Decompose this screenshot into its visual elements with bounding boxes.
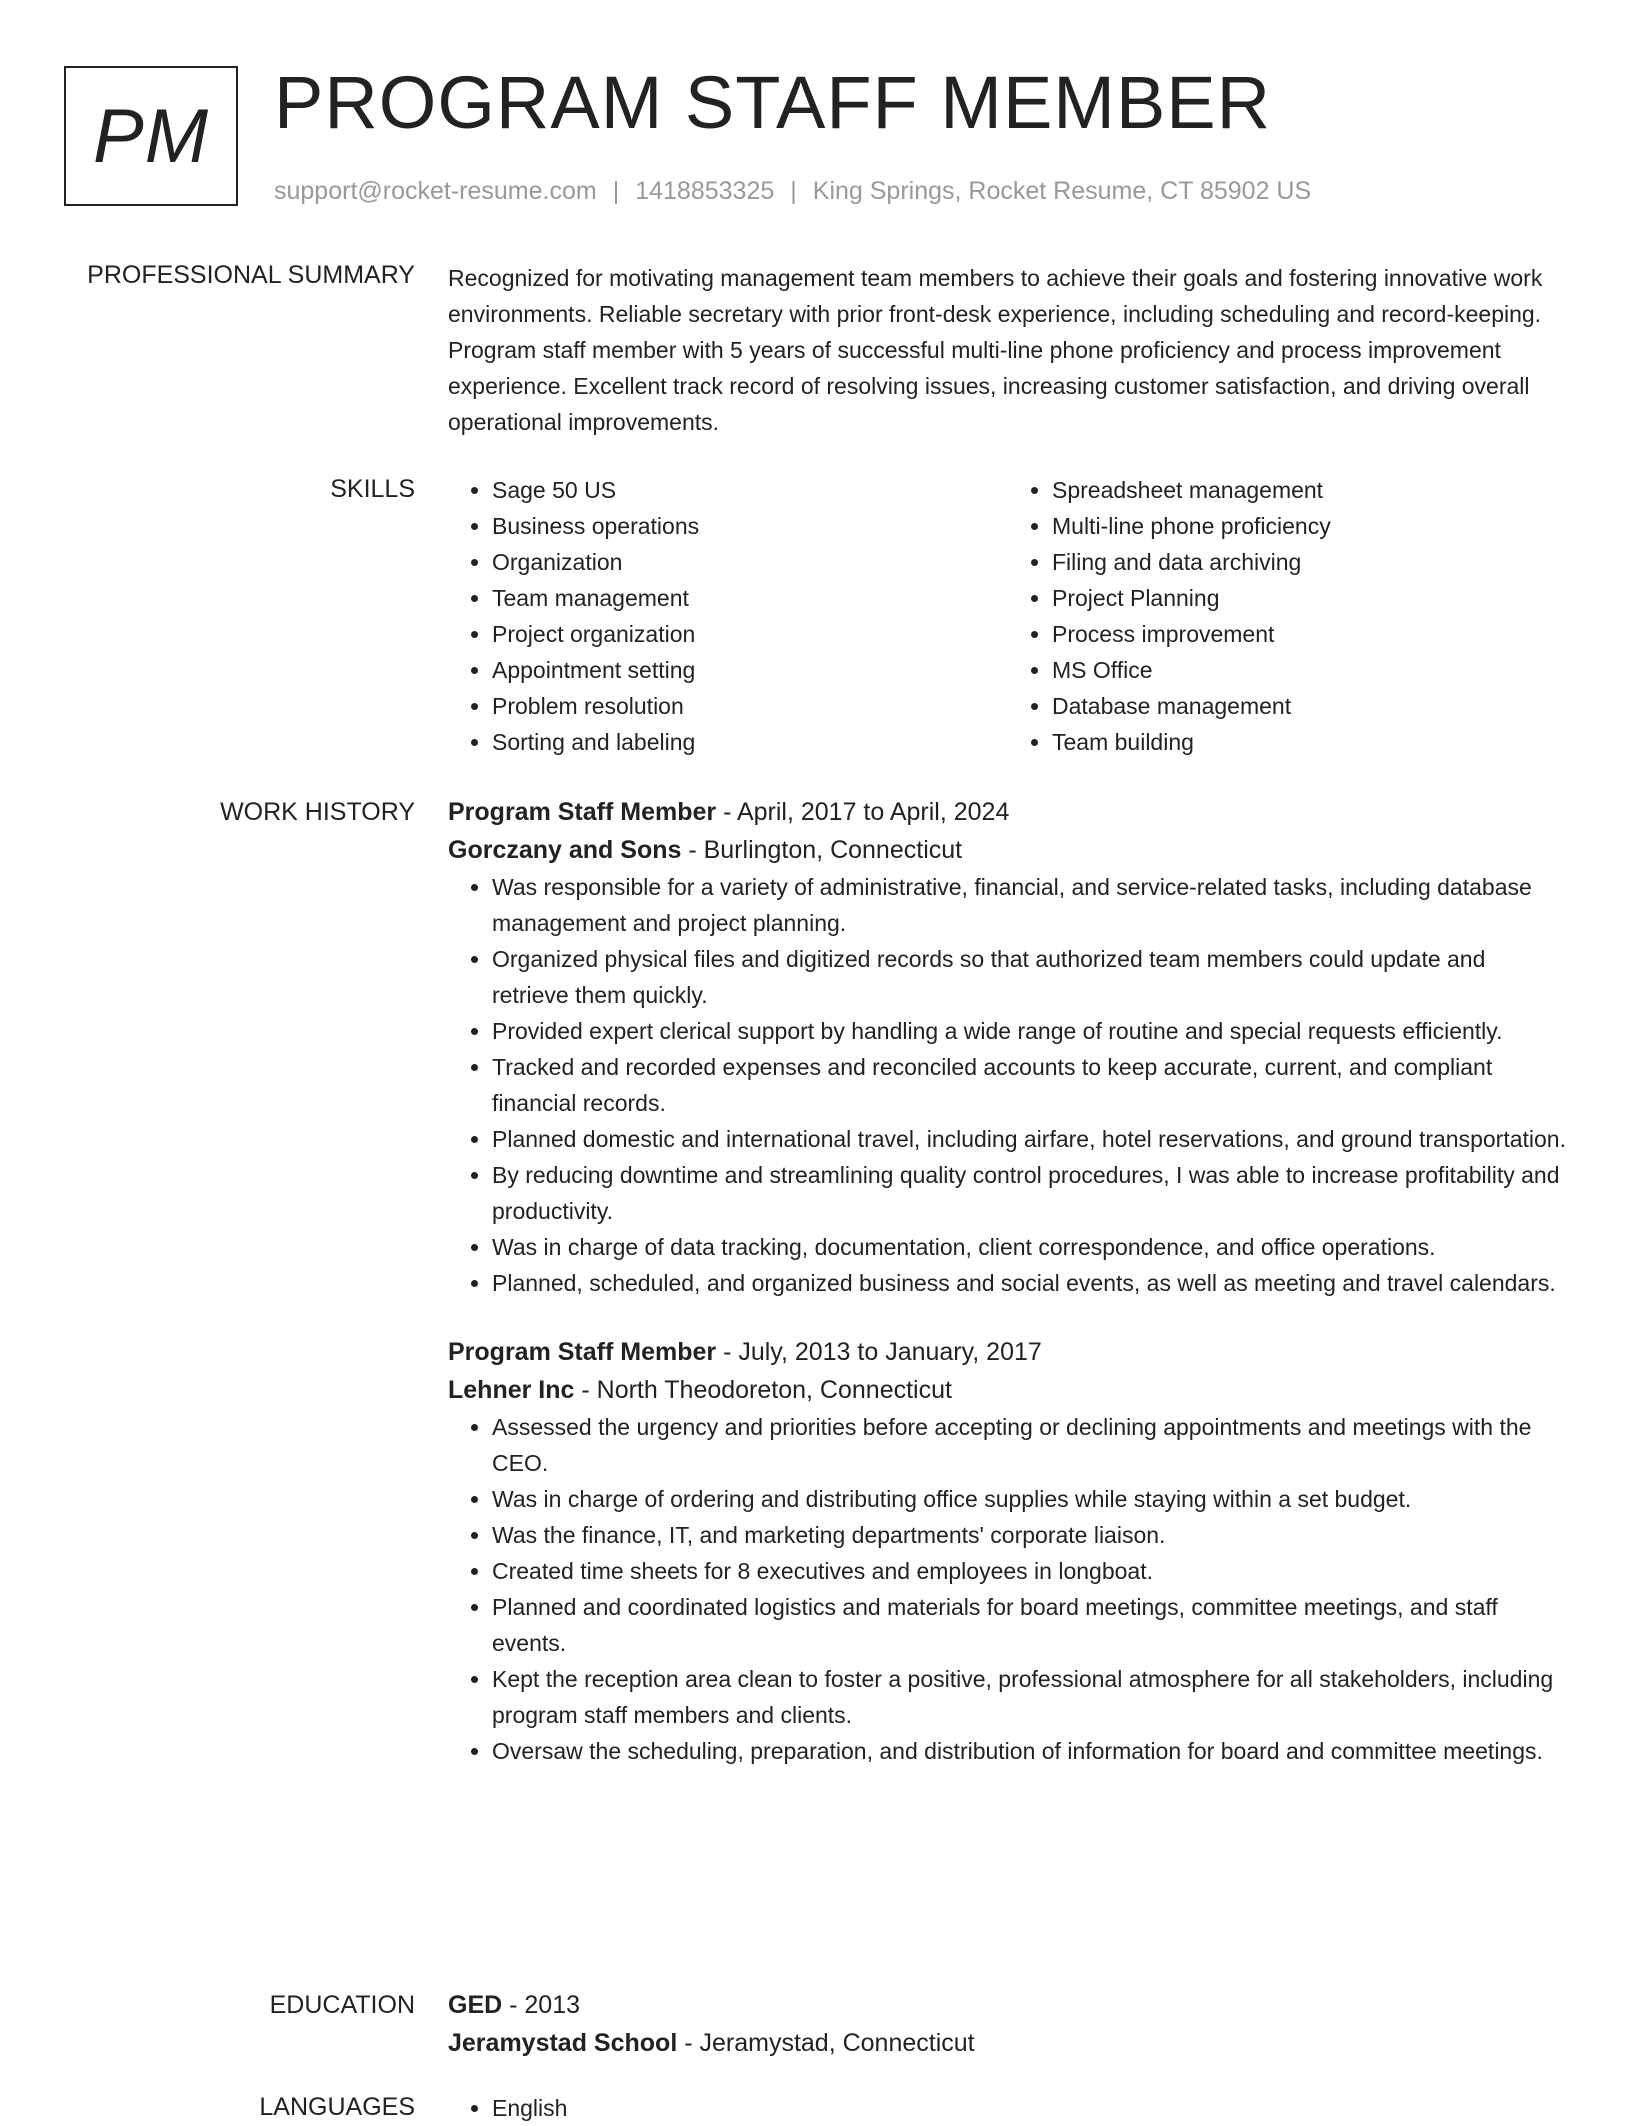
job-company-line [448,831,1568,869]
list-item: • By reducing downtime and streamlining quality control procedures, I was able to increase profitability and productivity. [492,1157,1568,1229]
job-title: Program Staff Member [448,1338,717,1366]
list-item: • Planned and coordinated logistics and materials for board meetings, committee meetings, and staff events. [492,1589,1568,1661]
list-item: • Was the finance, IT, and marketing departments' corporate liaison. [492,1517,1568,1553]
summary-heading: PROFESSIONAL SUMMARY [87,261,415,289]
list-item: • Kept the reception area clean to foster a positive, professional atmosphere for all stakeholders, including program staff members and clients. [492,1661,1568,1733]
education-degree-line [448,1986,1568,2024]
job-location: - Burlington, Connecticut [681,836,963,864]
skills-list-right [1008,472,1568,760]
list-item: • Sage 50 US [492,472,1008,508]
list-item: • Organization [492,544,1008,580]
monogram-box [64,66,238,206]
job-company: Lehner Inc [448,1376,575,1404]
contact-separator: | [790,177,797,205]
job-bullet-list [448,869,1568,1301]
work-history-heading: WORK HISTORY [220,798,415,826]
list-item: • Provided expert clerical support by handling a wide range of routine and special requests efficiently. [492,1013,1568,1049]
contact-phone[interactable]: 1418853325 [635,177,775,205]
education-school-line [448,2024,1568,2062]
monogram-initials: PM [93,93,209,179]
list-item: • Business operations [492,508,1008,544]
education-location: - Jeramystad, Connecticut [677,2029,975,2057]
list-item: • Was in charge of ordering and distributing office supplies while staying within a set budget. [492,1481,1568,1517]
list-item: • Multi-line phone proficiency [1052,508,1568,544]
job-location: - North Theodoreton, Connecticut [574,1376,952,1404]
candidate-name: PROGRAM STAFF MEMBER [274,61,1272,144]
list-item: • Sorting and labeling [492,724,1008,760]
education-degree: GED [448,1991,503,2019]
list-item: • Team management [492,580,1008,616]
contact-line [274,174,1311,208]
languages-list [448,2090,1568,2126]
list-item: • Planned, scheduled, and organized business and social events, as well as meeting and travel calendars. [492,1265,1568,1301]
job-title-line [448,793,1568,831]
education-heading: EDUCATION [269,1991,415,2019]
list-item: • Team building [1052,724,1568,760]
education-year: - 2013 [502,1991,581,2019]
list-item: • English [492,2090,1568,2126]
job-dates: - July, 2013 to January, 2017 [716,1338,1042,1366]
list-item: • Database management [1052,688,1568,724]
list-item: • Created time sheets for 8 executives and employees in longboat. [492,1553,1568,1589]
list-item: • Was responsible for a variety of administrative, financial, and service-related tasks, including database management and project planning. [492,869,1568,941]
list-item: • Filing and data archiving [1052,544,1568,580]
list-item: • Appointment setting [492,652,1008,688]
languages-heading: LANGUAGES [259,2093,415,2121]
list-item: • Project organization [492,616,1008,652]
job-dates: - April, 2017 to April, 2024 [716,798,1010,826]
list-item: • Spreadsheet management [1052,472,1568,508]
list-item: • Oversaw the scheduling, preparation, and distribution of information for board and committee meetings. [492,1733,1568,1769]
contact-email[interactable]: support@rocket-resume.com [274,177,597,205]
contact-separator: | [612,177,620,205]
job-company: Gorczany and Sons [448,836,682,864]
list-item: • Project Planning [1052,580,1568,616]
contact-address: King Springs, Rocket Resume, CT 85902 US [812,177,1312,205]
job-title: Program Staff Member [448,798,717,826]
list-item: • Tracked and recorded expenses and reconciled accounts to keep accurate, current, and compliant financial records. [492,1049,1568,1121]
list-item: • Was in charge of data tracking, documentation, client correspondence, and office operations. [492,1229,1568,1265]
list-item: • Process improvement [1052,616,1568,652]
job-company-line [448,1371,1568,1409]
skills-list-left [448,472,1008,760]
list-item: • MS Office [1052,652,1568,688]
list-item: • Problem resolution [492,688,1008,724]
list-item: • Organized physical files and digitized records so that authorized team members could update and retrieve them quickly. [492,941,1568,1013]
summary-text: Recognized for motivating management team members to achieve their goals and fostering innovative work environments. Reliable secretary with prior front-desk experience, including scheduling and record-keeping. Program staff member with 5 years of successful multi-line phone proficiency and process improvement experience. Excellent track record of resolving issues, increasing customer satisfaction, and driving overall operational improvements. [448,265,1543,435]
job-entry [448,793,1568,1301]
job-entry [448,1333,1568,1769]
job-bullet-list [448,1409,1568,1769]
education-school: Jeramystad School [448,2029,678,2057]
skills-columns [448,472,1568,760]
job-title-line [448,1333,1568,1371]
skills-heading: SKILLS [330,475,415,503]
list-item: • Assessed the urgency and priorities before accepting or declining appointments and meetings with the CEO. [492,1409,1568,1481]
list-item: • Planned domestic and international travel, including airfare, hotel reservations, and ground transportation. [492,1121,1568,1157]
